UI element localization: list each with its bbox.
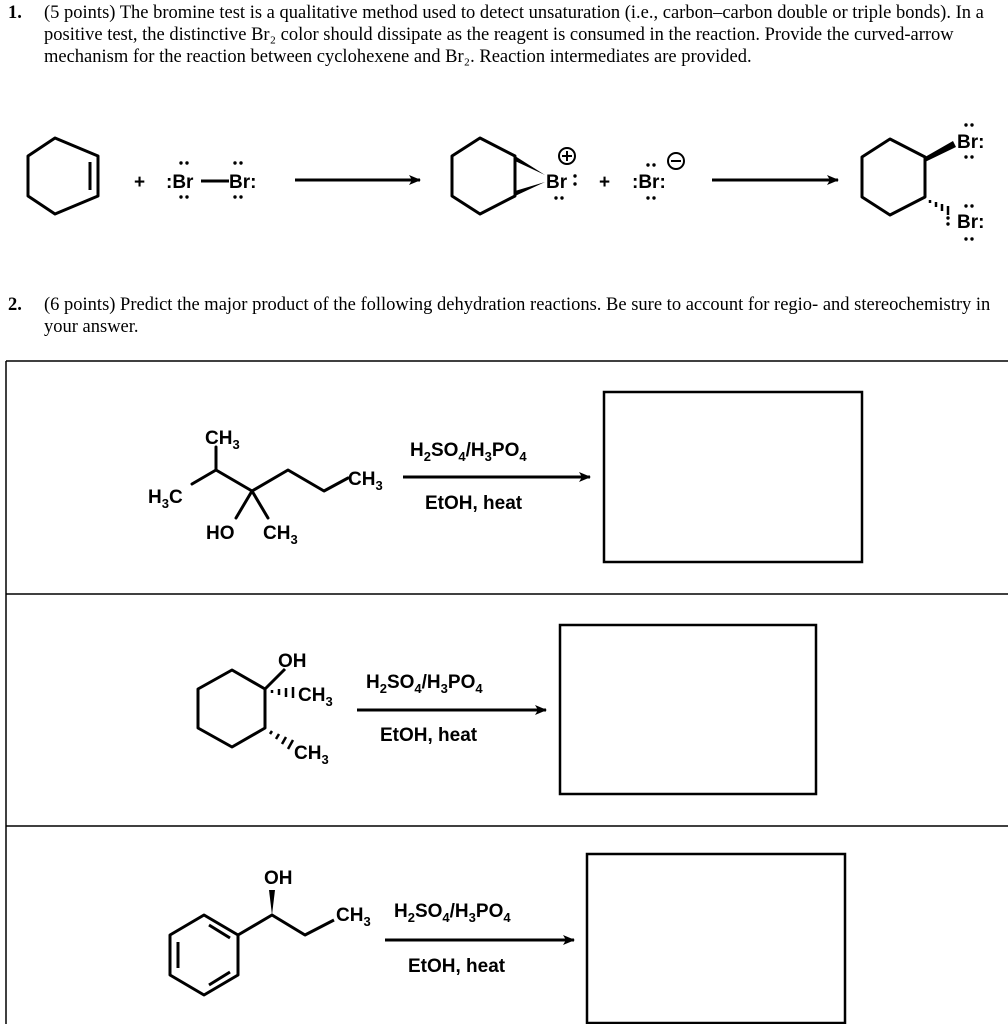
r3-oh: OH [264,868,293,889]
r1-ch3-top: $CH_3$ [205,428,240,452]
scheme-1 [28,123,984,240]
bromonium-ion [452,138,577,214]
reactant-2-ring [198,670,265,747]
r1-ch3-right: $CH_3$ [348,469,383,493]
plus-sign-2: + [599,172,611,193]
product-br-top: Br: [957,132,985,153]
br-left-label: :Br [166,172,194,193]
reactant-1-skeleton [192,447,348,518]
r1-conditions: EtOH, heat [425,493,523,514]
bromide-ion [632,153,684,200]
r1-ho: HO [206,523,235,544]
r2-reagent: $H_2SO_4/H_3PO_4$ [366,672,483,696]
r3-reagent: $H_2SO_4/H_3PO_4$ [394,901,511,925]
r2-ch3-bottom: $CH_3$ [294,743,329,767]
answer-box-1[interactable] [604,392,862,562]
problem-row-3 [170,854,845,1023]
plus-sign-1: + [134,172,146,193]
r3-conditions: EtOH, heat [408,956,506,977]
answer-box-3[interactable] [587,854,845,1023]
question-1-text: (5 points) The bromine test is a qualitative method used to detect unsaturation (i.e., carbon–carbon double or triple bonds). In a positive test, the distinctive Br₂ color should dissipate as the reagent is consumed in the reaction. Provide the curved-arrow mechanism for the reaction between cyclohexene and Br₂. Reaction intermediates are provided. [44,3,984,67]
answer-box-2[interactable] [560,625,816,794]
question-1-number: 1. [8,3,22,23]
bromide-label: :Br: [632,172,666,193]
r3-ch3: $CH_3$ [336,905,371,929]
benzene-ring [170,915,238,995]
r1-ch3-bottom: $CH_3$ [263,523,298,547]
question-2-text: (6 points) Predict the major product of the following dehydration reactions. Be sure to account for regio- and stereochemistry in your answer. [44,295,991,337]
r1-reagent: $H_2SO_4/H_3PO_4$ [410,440,527,464]
product-br-bottom: Br: [957,212,985,233]
bromine-molecule [166,161,256,198]
r2-ch3-top: $CH_3$ [298,685,333,709]
problem-row-1 [148,392,862,562]
r1-h3c: $H_3C$ [148,487,183,511]
problem-row-2 [198,625,816,794]
r2-conditions: EtOH, heat [380,725,478,746]
r2-oh: OH [278,651,307,672]
bromonium-br-label: Br [546,172,568,193]
question-2-number: 2. [8,295,22,315]
cyclohexene-structure [28,138,98,214]
dibromocyclohexane [862,123,984,240]
br-right-label: Br: [229,172,257,193]
